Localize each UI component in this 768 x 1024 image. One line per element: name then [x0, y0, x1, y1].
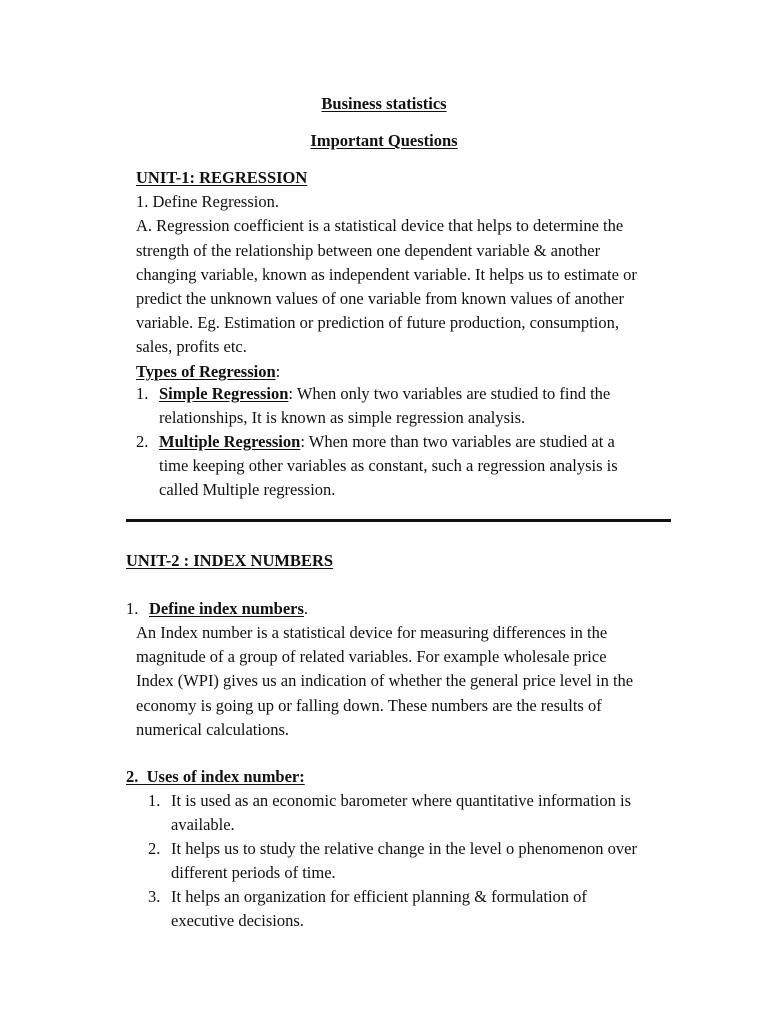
- type-term: Multiple Regression: [159, 432, 301, 451]
- unit1-question: 1. Define Regression.: [136, 192, 279, 212]
- type-item-multiple: [159, 430, 618, 503]
- doc-subtitle: Important Questions: [310, 131, 458, 150]
- answer-line: An Index number is a statistical device for measuring differences in the: [136, 623, 608, 642]
- doc-title: Business statistics: [321, 94, 447, 113]
- use-line: available.: [171, 815, 235, 835]
- section-divider: [126, 519, 671, 522]
- unit1-section: [136, 166, 637, 384]
- unit2-answer: [136, 621, 633, 742]
- answer-line: A. Regression coefficient is a statistical device that helps to determine the: [136, 216, 624, 236]
- use-item: [171, 885, 587, 933]
- type-desc-line: called Multiple regression.: [159, 480, 336, 500]
- types-heading: [136, 360, 637, 384]
- unit2-question-1: [149, 597, 308, 621]
- answer-line: sales, profits etc.: [136, 337, 247, 357]
- type-term: Simple Regression: [159, 384, 289, 403]
- unit2-question-2: 2. Uses of index number:: [126, 767, 305, 786]
- unit1-answer: [136, 214, 637, 359]
- unit1-heading: UNIT-1: REGRESSION: [136, 168, 308, 187]
- use-number: 2.: [148, 839, 161, 858]
- use-line: It is used as an economic barometer where quantitative information is: [171, 791, 632, 810]
- answer-line: changing variable, known as independent variable. It helps us to estimate or: [136, 264, 637, 284]
- unit2-heading: UNIT-2 : INDEX NUMBERS: [126, 551, 334, 570]
- answer-line: predict the unknown values of one variable from known values of another: [136, 289, 624, 309]
- answer-line: strength of the relationship between one dependent variable & another: [136, 240, 601, 260]
- type-desc-line: relationships, It is known as simple regression analysis.: [159, 408, 526, 428]
- type-desc-line: time keeping other variables as constant, such a regression analysis is: [159, 456, 618, 476]
- question-dot: .: [303, 599, 309, 618]
- question-label: Define index numbers: [149, 599, 304, 618]
- types-colon: :: [275, 361, 281, 381]
- use-line: It helps us to study the relative change in the level o phenomenon over: [171, 839, 637, 858]
- type-number: 1.: [136, 384, 149, 403]
- types-label: Types of Regression: [136, 361, 276, 381]
- answer-line: economy is going up or falling down. These numbers are the results of: [136, 695, 602, 715]
- type-desc: : When only two variables are studied to find the: [288, 384, 611, 403]
- type-number: 2.: [136, 432, 149, 451]
- use-item: [171, 789, 631, 837]
- use-number: 3.: [148, 887, 161, 906]
- use-item: [171, 837, 637, 885]
- answer-line: numerical calculations.: [136, 719, 290, 739]
- answer-line: magnitude of a group of related variables. For example wholesale price: [136, 647, 607, 667]
- answer-line: variable. Eg. Estimation or prediction of future production, consumption,: [136, 313, 619, 333]
- use-line: executive decisions.: [171, 911, 304, 931]
- answer-line: Index (WPI) gives us an indication of whether the general price level in the: [136, 671, 634, 691]
- question-number: 1.: [126, 599, 139, 618]
- type-item-simple: [159, 382, 610, 430]
- use-number: 1.: [148, 791, 161, 810]
- use-line: different periods of time.: [171, 863, 336, 883]
- type-desc: : When more than two variables are studied at a: [300, 432, 615, 451]
- use-line: It helps an organization for efficient planning & formulation of: [171, 887, 587, 906]
